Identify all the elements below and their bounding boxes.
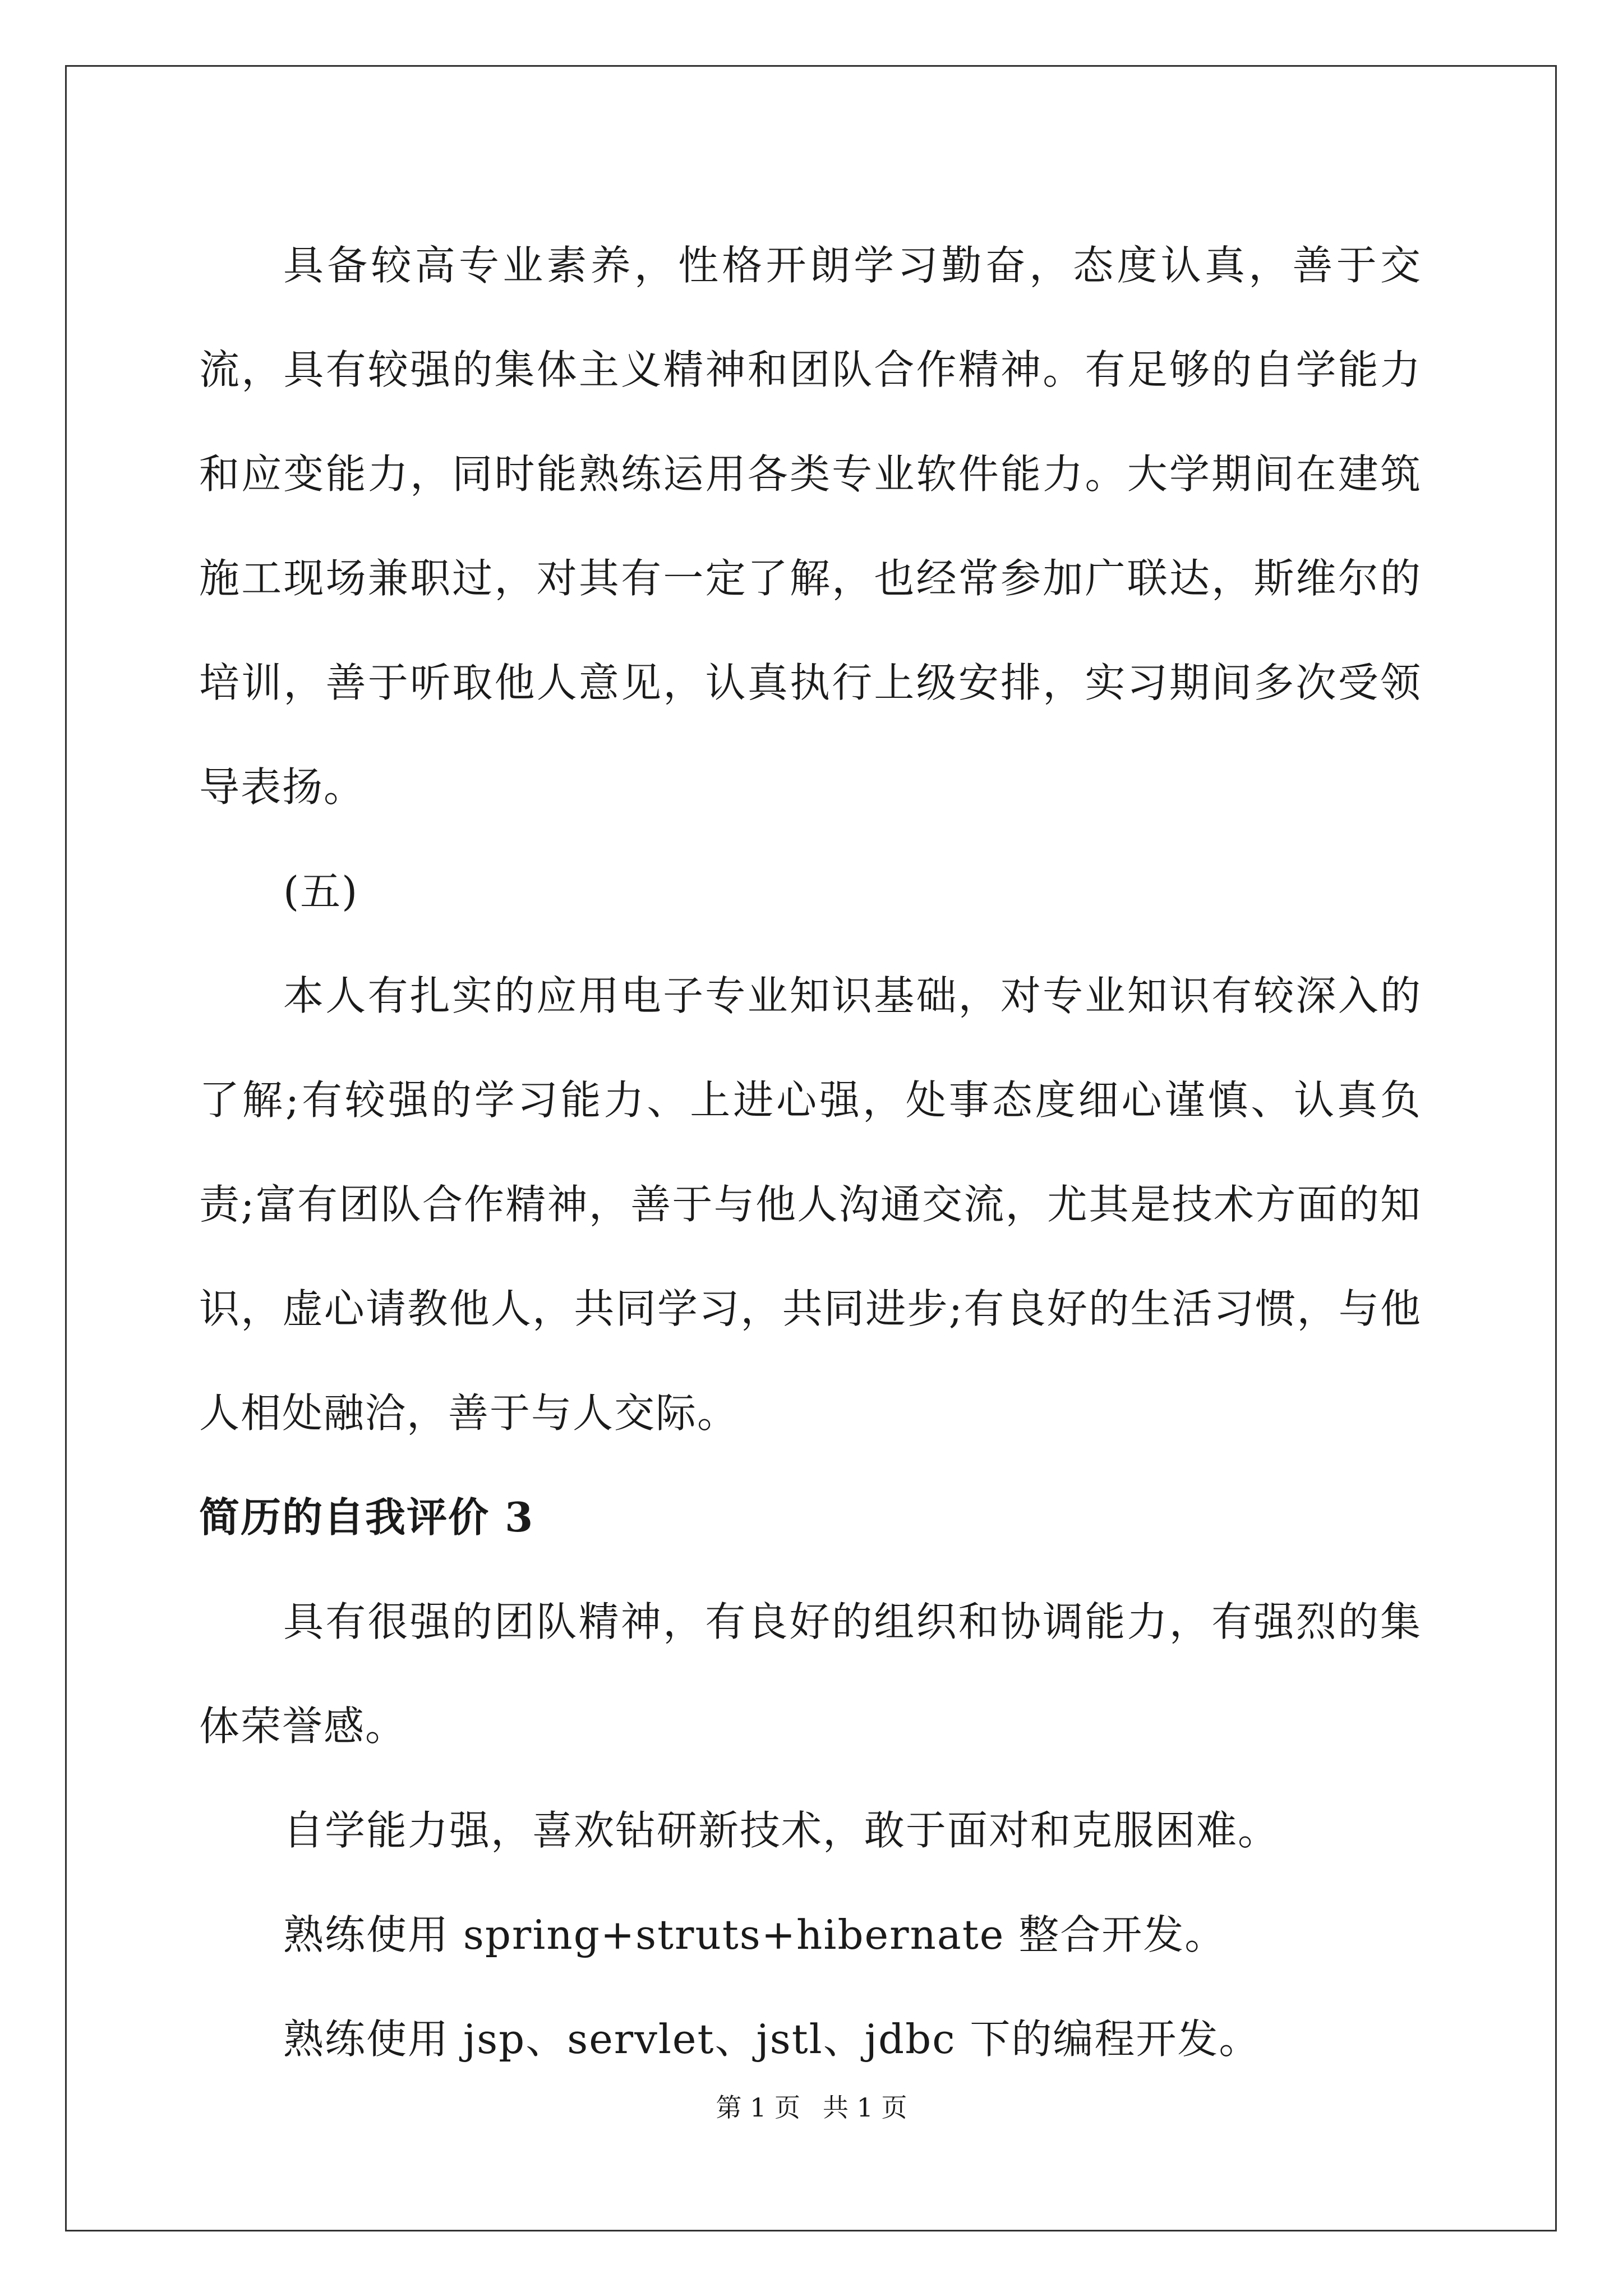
paragraph-1: 具备较高专业素养，性格开朗学习勤奋，态度认真，善于交流，具有较强的集体主义精神和团队合作精神。有足够的自学能力和应变能力，同时能熟练运用各类专业软件能力。大学期间在建筑施工现场兼职过，对其有一定了解，也经常参加广联达，斯维尔的培训，善于听取他人意见，认真执行上级安排，实习期间多次受领导表扬。 bbox=[199, 242, 1422, 811]
section-paragraph-4: 熟练使用 jsp、servlet、jstl、jdbc 下的编程开发。 bbox=[283, 2016, 1261, 2063]
section-paragraph-2: 自学能力强，喜欢钻研新技术，敢于面对和克服困难。 bbox=[283, 1807, 1280, 1854]
page-footer bbox=[0, 2091, 1623, 2124]
paragraph-marker-five: (五) bbox=[283, 868, 359, 915]
section-paragraph-1: 具有很强的团队精神，有良好的组织和协调能力，有强烈的集体荣誉感。 bbox=[199, 1598, 1422, 1750]
paragraph-2: 本人有扎实的应用电子专业知识基础，对专业知识有较深入的了解;有较强的学习能力、上进心强，处事态度细心谨慎、认真负责;富有团队合作精神，善于与他人沟通交流，尤其是技术方面的知识，虚心请教他人，共同学习，共同进步;有良好的生活习惯，与他人相处融洽，善于与人交际。 bbox=[199, 972, 1422, 1437]
document-body bbox=[199, 213, 1422, 2091]
section-heading: 简历的自我评价 3 bbox=[199, 1493, 534, 1541]
page-number-current: 第 1 页 bbox=[716, 2092, 800, 2123]
section-paragraph-3: 熟练使用 spring+struts+hibernate 整合开发。 bbox=[283, 1911, 1227, 1958]
page-number-total: 共 1 页 bbox=[823, 2092, 907, 2123]
